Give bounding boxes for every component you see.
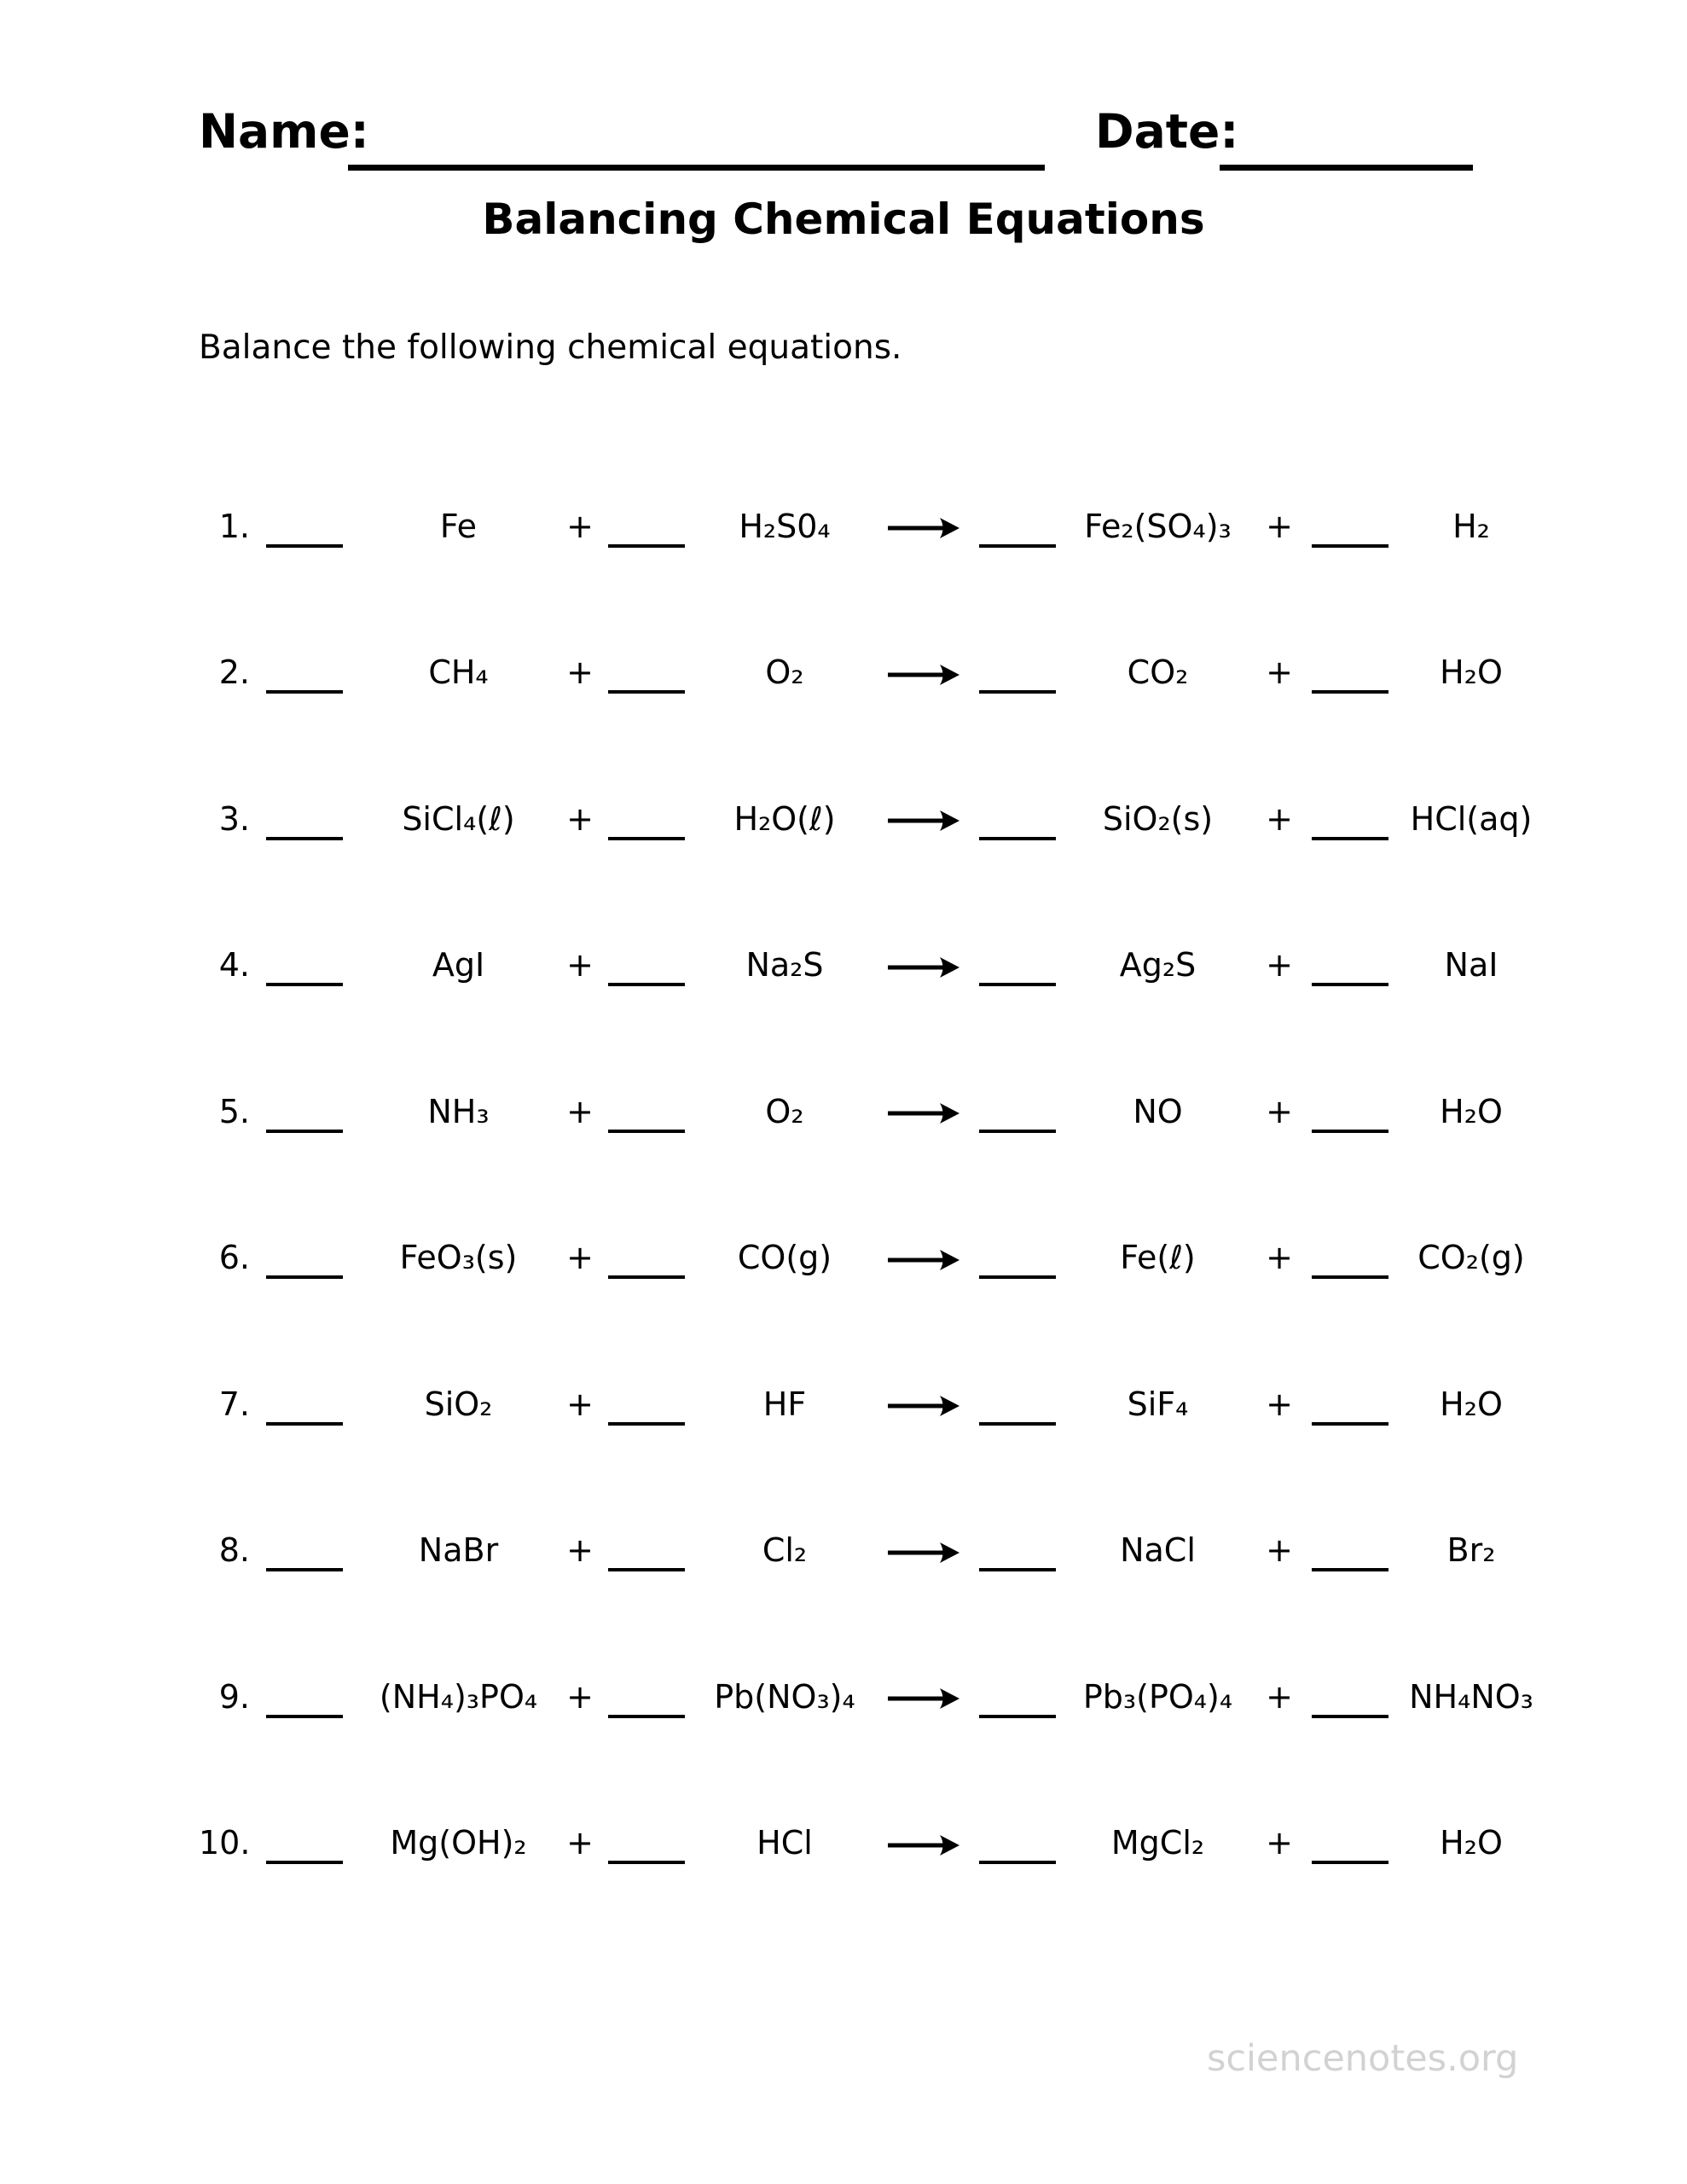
coefficient-blank[interactable] <box>608 1090 685 1133</box>
coefficient-blank[interactable] <box>1312 1090 1388 1133</box>
equation-row-1 <box>199 453 1563 600</box>
page-title: Balancing Chemical Equations <box>482 195 1205 244</box>
plus-sign: + <box>1266 799 1293 838</box>
name-label: Name: <box>199 104 369 159</box>
equation-number: 9. <box>218 1677 250 1716</box>
reactant2-formula: Pb(NO₃)₄ <box>714 1677 855 1716</box>
equation-number: 5. <box>218 1092 250 1130</box>
coefficient-blank[interactable] <box>266 1676 343 1718</box>
reaction-arrow-icon <box>878 1681 968 1713</box>
coefficient-blank[interactable] <box>979 1090 1056 1133</box>
reaction-arrow-icon <box>878 803 968 835</box>
reaction-arrow-icon <box>878 656 968 688</box>
product2-formula: NaI <box>1444 946 1499 985</box>
coefficient-blank[interactable] <box>608 1821 685 1864</box>
plus-sign: + <box>1266 1531 1293 1570</box>
product2-formula: HCl(aq) <box>1410 799 1533 838</box>
coefficient-blank[interactable] <box>979 1529 1056 1571</box>
equation-number: 10. <box>199 1824 251 1862</box>
reaction-arrow-icon <box>878 1827 968 1859</box>
reactant1-formula: FeO₃(s) <box>399 1239 518 1277</box>
coefficient-blank[interactable] <box>266 944 343 986</box>
equation-row-6 <box>199 1185 1563 1332</box>
date-underline[interactable] <box>1220 165 1473 171</box>
equation-number: 7. <box>218 1385 250 1423</box>
coefficient-blank[interactable] <box>608 944 685 986</box>
plus-sign: + <box>1266 1385 1293 1423</box>
product2-formula: H₂O <box>1440 1385 1503 1423</box>
equation-number: 2. <box>218 653 250 692</box>
product1-formula: SiF₄ <box>1127 1385 1189 1423</box>
reactant2-formula: HCl <box>757 1824 813 1862</box>
date-label: Date: <box>1095 104 1239 159</box>
product2-formula: CO₂(g) <box>1417 1239 1525 1277</box>
product2-formula: H₂O <box>1440 1824 1503 1862</box>
reactant1-formula: NaBr <box>418 1531 499 1570</box>
coefficient-blank[interactable] <box>608 1529 685 1571</box>
coefficient-blank[interactable] <box>1312 651 1388 694</box>
reactant1-formula: CH₄ <box>428 653 489 692</box>
reaction-arrow-icon <box>878 949 968 981</box>
plus-sign: + <box>1266 507 1293 545</box>
coefficient-blank[interactable] <box>608 651 685 694</box>
equation-number: 4. <box>218 946 250 985</box>
coefficient-blank[interactable] <box>608 1383 685 1426</box>
coefficient-blank[interactable] <box>979 1821 1056 1864</box>
plus-sign: + <box>566 507 594 545</box>
reaction-arrow-icon <box>878 1095 968 1128</box>
coefficient-blank[interactable] <box>979 798 1056 840</box>
coefficient-blank[interactable] <box>1312 1821 1388 1864</box>
coefficient-blank[interactable] <box>608 1676 685 1718</box>
reactant1-formula: AgI <box>432 946 485 985</box>
equation-number: 8. <box>218 1531 250 1570</box>
plus-sign: + <box>566 653 594 692</box>
reactant1-formula: Fe <box>439 507 478 545</box>
coefficient-blank[interactable] <box>979 944 1056 986</box>
plus-sign: + <box>566 1677 594 1716</box>
reactant2-formula: O₂ <box>765 653 804 692</box>
product2-formula: NH₄NO₃ <box>1409 1677 1533 1716</box>
reaction-arrow-icon <box>878 1534 968 1566</box>
reaction-arrow-icon <box>878 1241 968 1274</box>
reactant1-formula: SiCl₄(ℓ) <box>402 799 515 838</box>
product2-formula: Br₂ <box>1446 1531 1496 1570</box>
equation-number: 3. <box>218 799 250 838</box>
equation-number: 6. <box>218 1239 250 1277</box>
coefficient-blank[interactable] <box>1312 944 1388 986</box>
reactant2-formula: O₂ <box>765 1092 804 1130</box>
coefficient-blank[interactable] <box>608 1236 685 1279</box>
coefficient-blank[interactable] <box>266 1529 343 1571</box>
product2-formula: H₂O <box>1440 653 1503 692</box>
product1-formula: CO₂ <box>1127 653 1189 692</box>
reactant1-formula: SiO₂ <box>424 1385 493 1423</box>
plus-sign: + <box>1266 1092 1293 1130</box>
product1-formula: SiO₂(s) <box>1102 799 1214 838</box>
reaction-arrow-icon <box>878 510 968 543</box>
coefficient-blank[interactable] <box>1312 798 1388 840</box>
product2-formula: H₂ <box>1452 507 1490 545</box>
coefficient-blank[interactable] <box>979 1676 1056 1718</box>
reactant1-formula: Mg(OH)₂ <box>390 1824 527 1862</box>
plus-sign: + <box>566 1385 594 1423</box>
coefficient-blank[interactable] <box>1312 1236 1388 1279</box>
coefficient-blank[interactable] <box>979 1383 1056 1426</box>
coefficient-blank[interactable] <box>266 1090 343 1133</box>
reactant2-formula: Na₂S <box>745 946 824 985</box>
plus-sign: + <box>566 1092 594 1130</box>
coefficient-blank[interactable] <box>266 1383 343 1426</box>
equation-number: 1. <box>218 507 250 545</box>
coefficient-blank[interactable] <box>979 651 1056 694</box>
instructions-text: Balance the following chemical equations. <box>199 328 902 367</box>
product1-formula: MgCl₂ <box>1110 1824 1205 1862</box>
product1-formula: Fe(ℓ) <box>1120 1239 1196 1277</box>
plus-sign: + <box>566 1531 594 1570</box>
coefficient-blank[interactable] <box>1312 1383 1388 1426</box>
plus-sign: + <box>1266 1677 1293 1716</box>
reaction-arrow-icon <box>878 1388 968 1420</box>
plus-sign: + <box>1266 1824 1293 1862</box>
product1-formula: NaCl <box>1120 1531 1196 1570</box>
plus-sign: + <box>566 1824 594 1862</box>
plus-sign: + <box>1266 1239 1293 1277</box>
plus-sign: + <box>566 799 594 838</box>
reactant2-formula: CO(g) <box>737 1239 832 1277</box>
coefficient-blank[interactable] <box>608 798 685 840</box>
coefficient-blank[interactable] <box>979 505 1056 548</box>
reactant2-formula: H₂S0₄ <box>739 507 831 545</box>
coefficient-blank[interactable] <box>979 1236 1056 1279</box>
product2-formula: H₂O <box>1440 1092 1503 1130</box>
coefficient-blank[interactable] <box>266 505 343 548</box>
reactant2-formula: HF <box>762 1385 807 1423</box>
equation-row-10 <box>199 1770 1563 1917</box>
reactant1-formula: NH₃ <box>427 1092 490 1130</box>
plus-sign: + <box>566 1239 594 1277</box>
equation-row-5 <box>199 1038 1563 1185</box>
reactant2-formula: H₂O(ℓ) <box>733 799 836 838</box>
equation-row-7 <box>199 1331 1563 1478</box>
site-watermark: sciencenotes.org <box>1207 2037 1519 2080</box>
plus-sign: + <box>1266 946 1293 985</box>
equations-list <box>199 453 1563 1916</box>
coefficient-blank[interactable] <box>1312 1529 1388 1571</box>
reactant1-formula: (NH₄)₃PO₄ <box>379 1677 538 1716</box>
coefficient-blank[interactable] <box>266 1236 343 1279</box>
equation-row-9 <box>199 1623 1563 1770</box>
equation-row-3 <box>199 746 1563 892</box>
coefficient-blank[interactable] <box>608 505 685 548</box>
reactant2-formula: Cl₂ <box>762 1531 808 1570</box>
plus-sign: + <box>1266 653 1293 692</box>
equation-row-8 <box>199 1478 1563 1624</box>
coefficient-blank[interactable] <box>266 651 343 694</box>
plus-sign: + <box>566 946 594 985</box>
coefficient-blank[interactable] <box>266 798 343 840</box>
product1-formula: Pb₃(PO₄)₄ <box>1082 1677 1233 1716</box>
equation-row-4 <box>199 892 1563 1039</box>
name-underline[interactable] <box>348 165 1045 171</box>
coefficient-blank[interactable] <box>266 1821 343 1864</box>
equation-row-2 <box>199 600 1563 746</box>
product1-formula: Ag₂S <box>1119 946 1197 985</box>
coefficient-blank[interactable] <box>1312 1676 1388 1718</box>
coefficient-blank[interactable] <box>1312 505 1388 548</box>
product1-formula: NO <box>1133 1092 1183 1130</box>
product1-formula: Fe₂(SO₄)₃ <box>1084 507 1232 545</box>
